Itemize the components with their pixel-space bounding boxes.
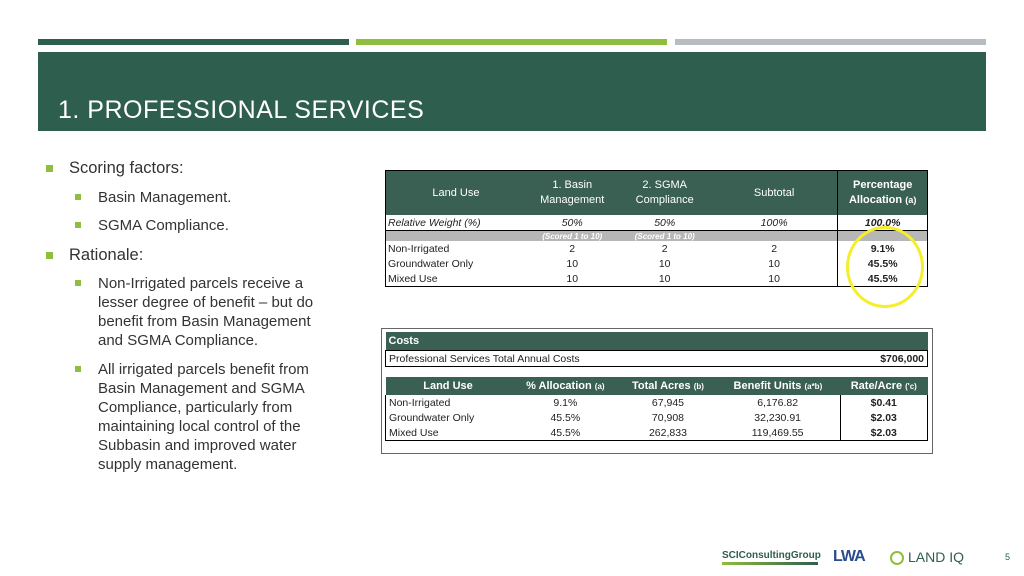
land-iq-logo: LAND IQ — [890, 549, 960, 571]
col-percentage-allocation: Percentage Allocation (a) — [838, 171, 928, 216]
weight-sgma: 50% — [619, 215, 711, 231]
relative-weight-row — [386, 215, 928, 231]
sci-consulting-logo: SCIConsultingGroup — [722, 550, 824, 576]
land-iq-mark-icon — [890, 551, 904, 565]
bullet-sgma: SGMA Compliance. — [44, 216, 334, 235]
ps-value: $706,000 — [840, 351, 927, 367]
costs-table-frame — [381, 328, 933, 454]
bullet-marker-icon — [46, 252, 53, 259]
slide-title: 1. PROFESSIONAL SERVICES — [58, 96, 425, 124]
col-basin-management: 1. Basin Management — [526, 171, 619, 216]
table-row: Non-Irrigated 2 2 2 9.1% — [386, 241, 928, 256]
col-rate-acre: Rate/Acre ('c) — [840, 377, 927, 395]
col-subtotal: Subtotal — [711, 171, 838, 216]
col-benefit-units: Benefit Units (a*b) — [716, 377, 840, 395]
table-row: Mixed Use 45.5% 262,833 119,469.55 $2.03 — [386, 425, 928, 441]
accent-bar-dark — [38, 39, 349, 45]
costs-header-row — [386, 377, 928, 395]
bullet-marker-icon — [46, 165, 53, 172]
title-band — [38, 52, 986, 131]
weight-pct: 100.0% — [838, 215, 928, 231]
costs-table — [385, 332, 928, 441]
professional-services-row — [386, 351, 928, 367]
table-row: Groundwater Only 45.5% 70,908 32,230.91 $2.03 — [386, 410, 928, 425]
accent-bar-green — [356, 39, 667, 45]
lwa-logo: LWA — [833, 548, 865, 565]
page-number: 5 — [1005, 552, 1011, 562]
score-note-row — [386, 231, 928, 242]
weight-label: Relative Weight (%) — [386, 215, 526, 231]
weight-subtotal: 100% — [711, 215, 838, 231]
bullet-non-irrigated: Non-Irrigated parcels receive a lesser degree of benefit – but do benefit from Basin Management and SGMA Compliance. — [44, 274, 334, 350]
allocation-header-row — [386, 171, 928, 216]
bullet-scoring: Scoring factors: — [44, 158, 334, 178]
table-row: Groundwater Only 10 10 10 45.5% — [386, 256, 928, 271]
score-note-sgma: (Scored 1 to 10) — [619, 231, 711, 242]
ps-label: Professional Services Total Annual Costs — [386, 351, 841, 367]
bullet-marker-icon — [75, 194, 81, 200]
score-note-basin: (Scored 1 to 10) — [526, 231, 619, 242]
bullet-list — [44, 158, 334, 474]
highlight-circle — [846, 226, 924, 308]
bullet-rationale: Rationale: — [44, 245, 334, 265]
col-allocation: % Allocation (a) — [511, 377, 621, 395]
col-total-acres: Total Acres (b) — [620, 377, 716, 395]
costs-title-row — [386, 332, 928, 351]
table-row: Mixed Use 10 10 10 45.5% — [386, 271, 928, 287]
table-row: Non-Irrigated 9.1% 67,945 6,176.82 $0.41 — [386, 395, 928, 410]
col-sgma-compliance: 2. SGMA Compliance — [619, 171, 711, 216]
weight-basin: 50% — [526, 215, 619, 231]
bullet-marker-icon — [75, 280, 81, 286]
bullet-basin: Basin Management. — [44, 188, 334, 207]
costs-title: Costs — [386, 332, 928, 351]
bullet-irrigated: All irrigated parcels benefit from Basin Management and SGMA Compliance, particularly from maintaining local control of the Subbasin and improved water supply management. — [44, 360, 334, 474]
accent-bar-grey — [675, 39, 986, 45]
bullet-marker-icon — [75, 366, 81, 372]
bullet-marker-icon — [75, 222, 81, 228]
col-land-use: Land Use — [386, 377, 511, 395]
col-land-use: Land Use — [386, 171, 526, 216]
